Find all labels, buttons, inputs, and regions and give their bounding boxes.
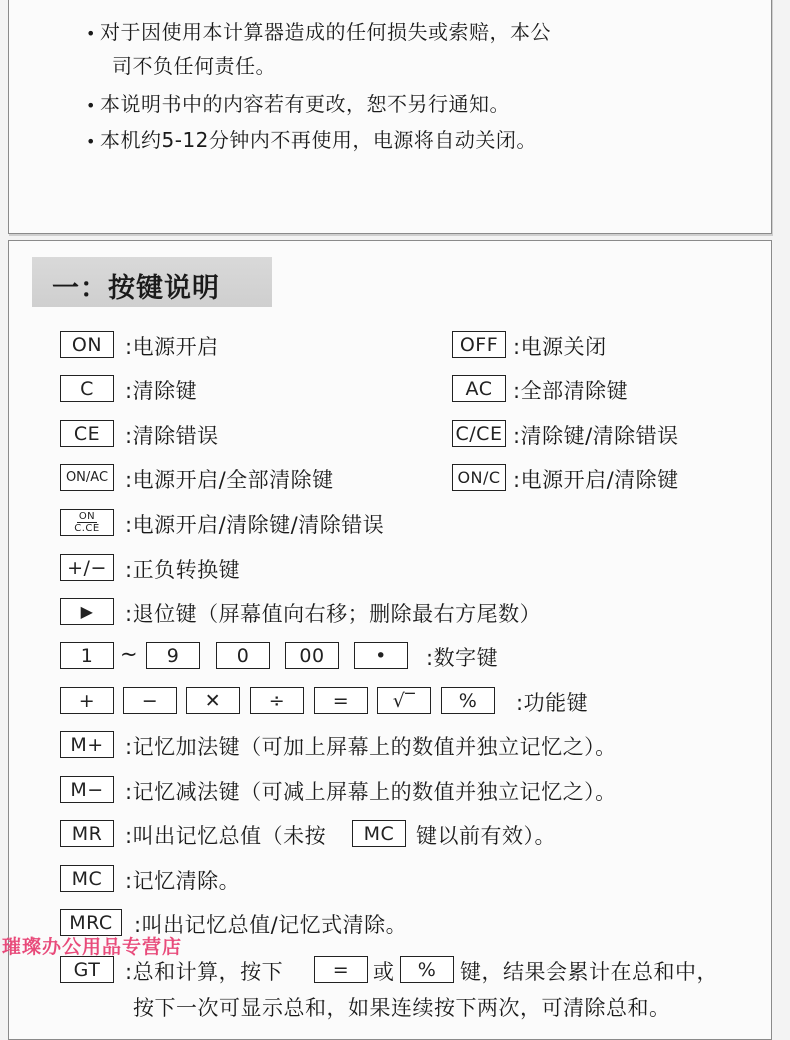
key-mrc-desc: :叫出记忆总值/记忆式清除。 (134, 913, 408, 937)
section-title: 一：按键说明 (52, 273, 220, 304)
key-digit-00: 00 (285, 642, 339, 669)
key-on-c-ce-bottom: C.CE (74, 523, 100, 534)
notice-item-liability: • 对于因使用本计算器造成的任何损失或索赔，本公 (86, 20, 551, 44)
key-plus-minus: +/− (60, 554, 114, 581)
key-mr-desc: :叫出记忆总值（未按 (125, 824, 327, 848)
key-mr-desc-end: 键以前有效）。 (416, 824, 556, 848)
key-on-c-ce-desc: :电源开启/清除键/清除错误 (125, 513, 385, 537)
key-backspace-desc: :退位键（屏幕值向右移；删除最右方尾数） (125, 602, 542, 626)
key-c-desc: :清除键 (125, 379, 198, 403)
key-mc-inline: MC (352, 820, 406, 847)
key-multiply: ✕ (186, 687, 240, 714)
key-decimal: • (354, 642, 408, 669)
key-m-minus-desc: :记忆减法键（可减上屏幕上的数值并独立记忆之）。 (125, 780, 617, 804)
key-ac-desc: :全部清除键 (513, 379, 629, 403)
key-m-plus-desc: :记忆加法键（可加上屏幕上的数值并独立记忆之）。 (125, 735, 617, 759)
key-m-minus: M− (60, 776, 114, 803)
key-on-c-ce (60, 509, 114, 536)
key-c-ce: C/CE (452, 420, 506, 447)
key-off-desc: :电源关闭 (513, 335, 607, 359)
key-mc-desc: :记忆清除。 (125, 869, 241, 893)
key-plus: + (60, 687, 114, 714)
key-c-ce-desc: :清除键/清除错误 (513, 424, 679, 448)
digit-keys-desc: :数字键 (426, 646, 499, 670)
key-gt-desc-mid: 键，结果会累计在总和中， (460, 960, 718, 984)
key-gt: GT (60, 956, 114, 983)
function-keys-desc: :功能键 (516, 691, 589, 715)
key-c: C (60, 375, 114, 402)
key-digit-1: 1 (60, 642, 114, 669)
key-on-desc: :电源开启 (125, 335, 219, 359)
key-equals: = (314, 687, 368, 714)
key-minus: − (123, 687, 177, 714)
key-mrc: MRC (60, 909, 122, 936)
key-digit-9: 9 (146, 642, 200, 669)
key-on-ac-desc: :电源开启/全部清除键 (125, 468, 334, 492)
digit-range-tilde: ~ (120, 642, 138, 666)
key-on-ac: ON/AC (60, 464, 114, 491)
key-percent: % (441, 687, 495, 714)
key-ce-desc: :清除错误 (125, 424, 219, 448)
notice-item-autooff: • 本机约5-12分钟内不再使用，电源将自动关闭。 (86, 128, 537, 152)
key-on-c: ON/C (452, 464, 506, 491)
key-gt-equals: = (314, 956, 368, 983)
key-digit-0: 0 (216, 642, 270, 669)
key-divide: ÷ (250, 687, 304, 714)
key-mr: MR (60, 820, 114, 847)
store-watermark: 璀璨办公用品专营店 (2, 936, 183, 958)
key-sqrt: √‾ (377, 687, 431, 714)
key-gt-percent: % (400, 956, 454, 983)
notice-item-liability-cont: 司不负任何责任。 (112, 54, 276, 78)
key-on: ON (60, 331, 114, 358)
bullet-icon: • (86, 96, 96, 115)
key-on-c-desc: :电源开启/清除键 (513, 468, 679, 492)
key-plus-minus-desc: :正负转换键 (125, 558, 241, 582)
key-on-c-ce-top: ON (78, 511, 96, 522)
key-m-plus: M+ (60, 731, 114, 758)
key-backspace: ▶ (60, 598, 114, 625)
key-ac: AC (452, 375, 506, 402)
key-mc: MC (60, 865, 114, 892)
key-gt-desc-end: 按下一次可显示总和，如果连续按下两次，可清除总和。 (133, 996, 671, 1020)
key-ce: CE (60, 420, 114, 447)
key-gt-desc: :总和计算，按下 (125, 960, 284, 984)
gt-or-text: 或 (373, 960, 394, 984)
bullet-icon: • (86, 132, 96, 151)
bullet-icon: • (86, 24, 96, 43)
key-off: OFF (452, 331, 506, 358)
notice-item-changes: • 本说明书中的内容若有更改，恕不另行通知。 (86, 92, 510, 116)
